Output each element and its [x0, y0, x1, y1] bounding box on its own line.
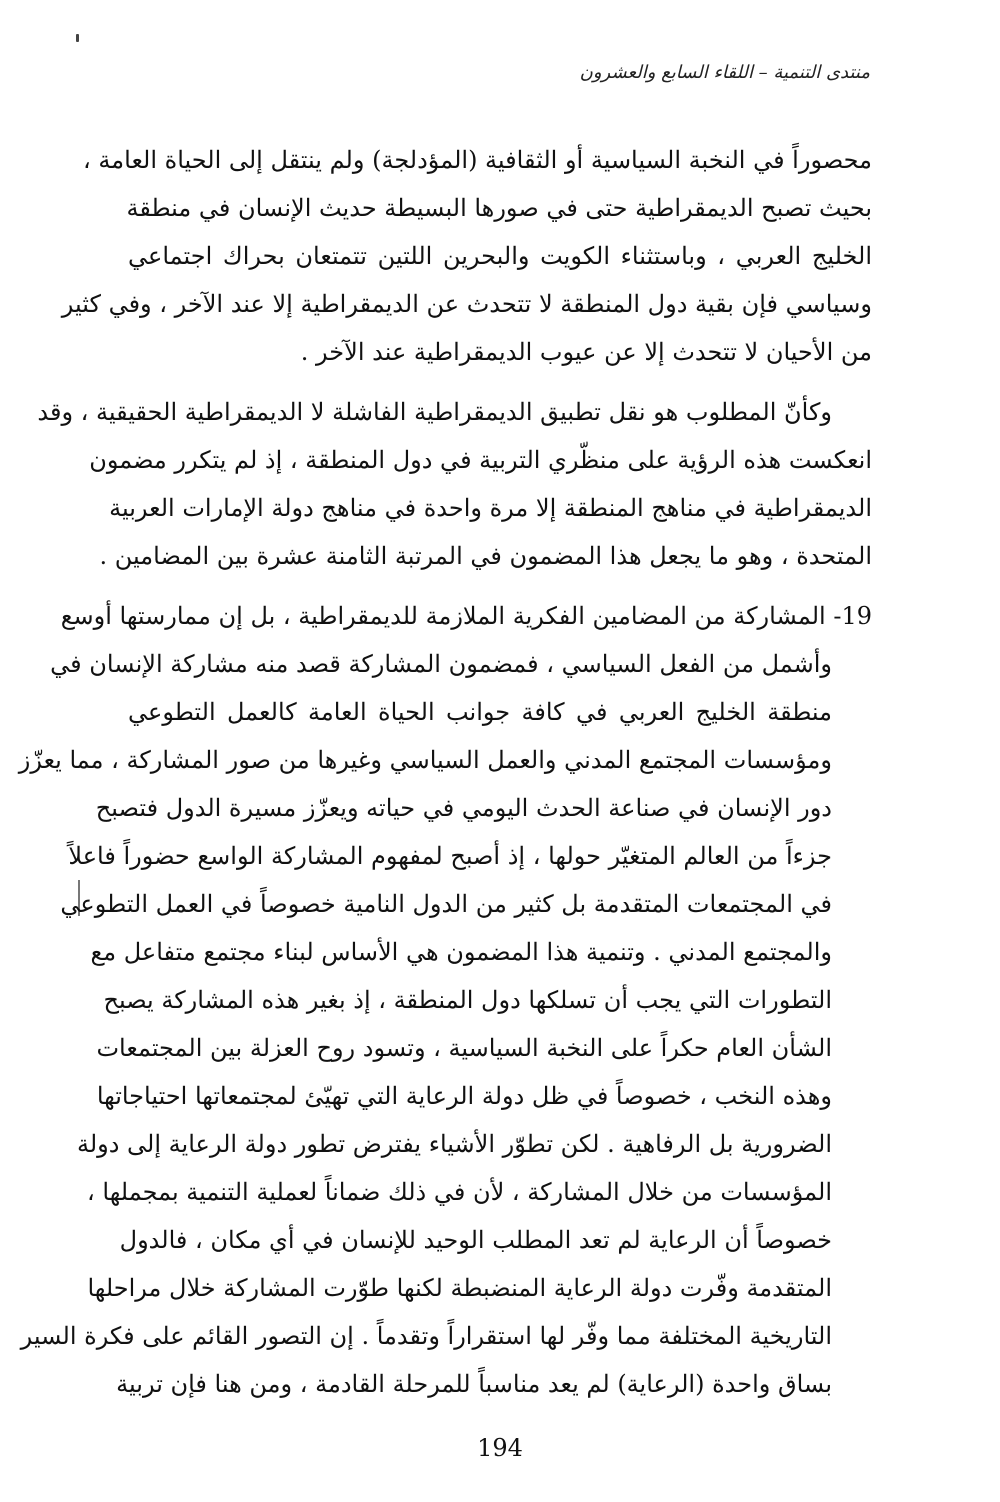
text-line: التطورات التي يجب أن تسلكها دول المنطقة ، إذ بغير هذه المشاركة يصبح [103, 986, 832, 1014]
text-line: المتقدمة وفّرت دولة الرعاية المنضبطة لكنها طوّرت المشاركة خلال مراحلها [87, 1274, 832, 1302]
text-line: الخليج العربي ، وباستثناء الكويت والبحرين اللتين تتمتعان بحراك اجتماعي [128, 242, 872, 270]
text-line: بحيث تصبح الديمقراطية حتى في صورها البسيطة حديث الإنسان في منطقة [126, 194, 872, 222]
text-line: خصوصاً أن الرعاية لم تعد المطلب الوحيد للإنسان في أي مكان ، فالدول [119, 1226, 832, 1254]
text-line: وهذه النخب ، خصوصاً في ظل دولة الرعاية التي تهيّئ لمجتمعاتها احتياجاتها [96, 1082, 832, 1110]
paragraph-1 [61, 136, 872, 376]
text-line: انعكست هذه الرؤية على منظّري التربية في دول المنطقة ، إذ لم يتكرر مضمون [89, 446, 872, 474]
text-line: دور الإنسان في صناعة الحدث اليومي في حياته ويعزّز مسيرة الدول فتصبح [95, 794, 832, 822]
text-line: بساق واحدة (الرعاية) لم يعد مناسباً للمرحلة القادمة ، ومن هنا فإن تربية [116, 1370, 832, 1398]
paragraph-3 [18, 592, 872, 1408]
paragraph-2 [37, 388, 872, 580]
text-line: 19- المشاركة من المضامين الفكرية الملازمة للديمقراطية ، بل إن ممارستها أوسع [60, 602, 872, 630]
text-line: محصوراً في النخبة السياسية أو الثقافية (المؤدلجة) ولم ينتقل إلى الحياة العامة ، [83, 146, 872, 174]
text-line: التاريخية المختلفة مما وفّر لها استقراراً وتقدماً . إن التصور القائم على فكرة السير [20, 1322, 832, 1350]
text-line: جزءاً من العالم المتغيّر حولها ، إذ أصبح لمفهوم المشاركة الواسع حضوراً فاعلاً [68, 842, 832, 870]
page-body [18, 136, 872, 1408]
running-header: منتدى التنمية – اللقاء السابع والعشرون [579, 62, 870, 83]
text-line: وكأنّ المطلوب هو نقل تطبيق الديمقراطية الفاشلة لا الديمقراطية الحقيقية ، وقد [37, 398, 832, 426]
text-line: الضرورية بل الرفاهية . لكن تطوّر الأشياء يفترض تطور دولة الرعاية إلى دولة [76, 1130, 832, 1158]
text-line: والمجتمع المدني . وتنمية هذا المضمون هي الأساس لبناء مجتمع متفاعل مع [90, 938, 832, 966]
text-line: منطقة الخليج العربي في كافة جوانب الحياة العامة كالعمل التطوعي [128, 698, 832, 726]
text-line: الديمقراطية في مناهج المنطقة إلا مرة واحدة في مناهج دولة الإمارات العربية [109, 494, 872, 522]
text-line: وأشمل من الفعل السياسي ، فمضمون المشاركة قصد منه مشاركة الإنسان في [50, 650, 832, 678]
text-line: الشأن العام حكراً على النخبة السياسية ، وتسود روح العزلة بين المجتمعات [96, 1034, 832, 1062]
text-line: المؤسسات من خلال المشاركة ، لأن في ذلك ضماناً لعملية التنمية بمجملها ، [87, 1178, 832, 1206]
text-line: في المجتمعات المتقدمة بل كثير من الدول النامية خصوصاً في العمل التطوعي [60, 890, 832, 918]
text-line: ومؤسسات المجتمع المدني والعمل السياسي وغيرها من صور المشاركة ، مما يعزّز [18, 746, 832, 774]
page-number: 194 [477, 1434, 523, 1462]
text-line: المتحدة ، وهو ما يجعل هذا المضمون في المرتبة الثامنة عشرة بين المضامين . [99, 542, 872, 570]
scan-speck [76, 34, 79, 42]
text-line: من الأحيان لا تتحدث إلا عن عيوب الديمقراطية عند الآخر . [300, 338, 872, 366]
text-line: وسياسي فإن بقية دول المنطقة لا تتحدث عن الديمقراطية إلا عند الآخر ، وفي كثير [61, 290, 872, 318]
